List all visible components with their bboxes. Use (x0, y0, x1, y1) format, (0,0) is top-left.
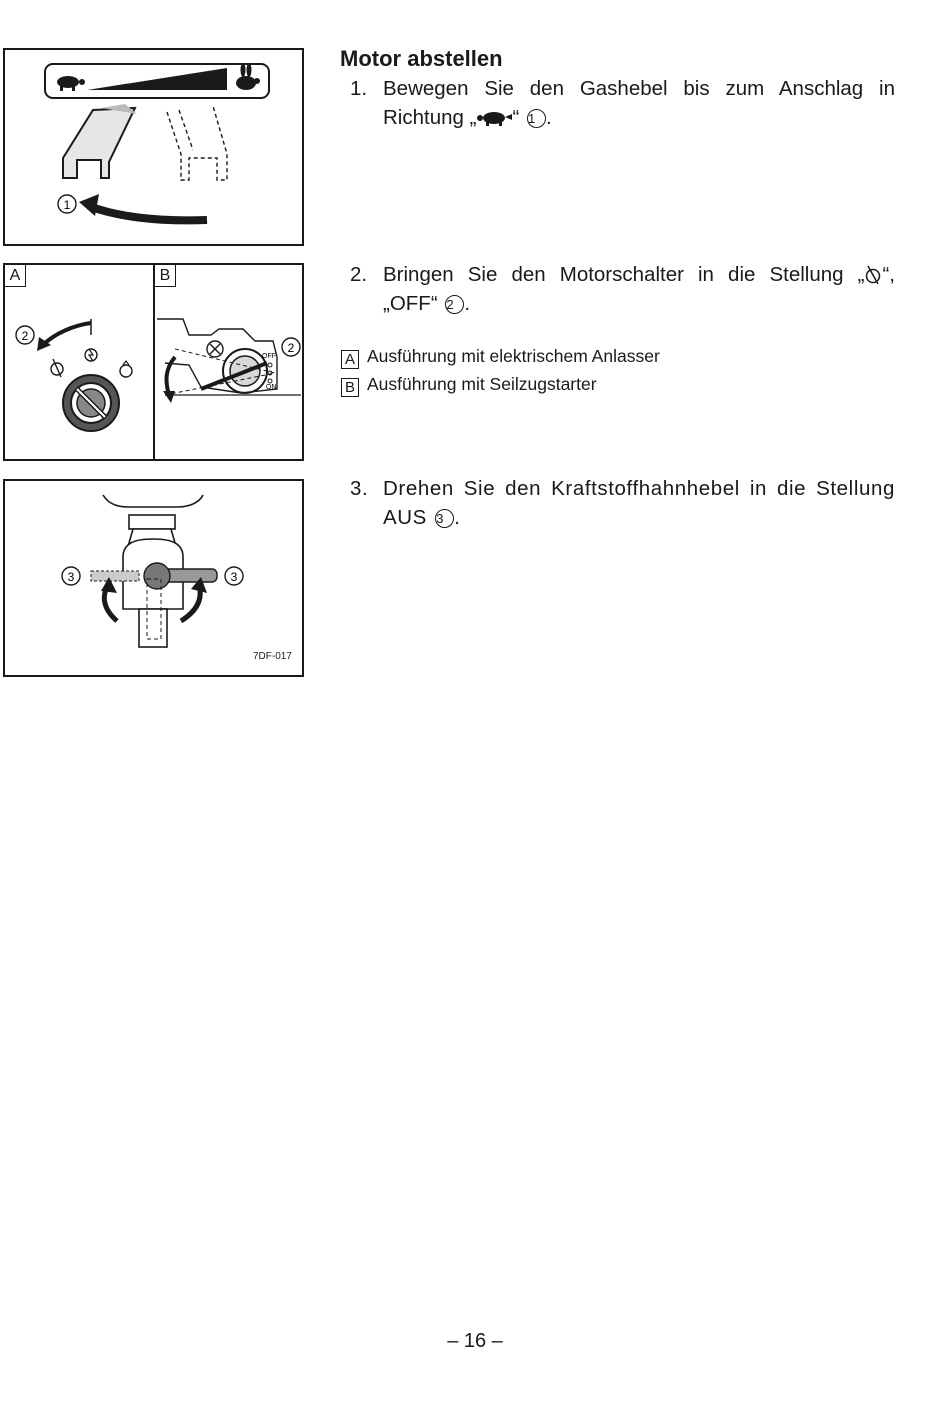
step-1 (350, 74, 895, 132)
turtle-icon (57, 76, 85, 91)
on-label: ON (266, 384, 277, 391)
note-a (341, 345, 660, 369)
note-text-b: Ausführung mit Seilzugstarter (367, 374, 597, 394)
step-text-b: “, „OFF“ (383, 263, 895, 315)
step-3 (350, 474, 895, 532)
callout-1: 1 (63, 198, 71, 212)
callout-3a: 3 (67, 570, 75, 584)
callout-3b: 3 (230, 570, 238, 584)
step-number: 1. (350, 77, 368, 100)
fuel-cock-illustration (5, 481, 304, 677)
throttle-illustration (5, 50, 304, 246)
step-text-b: “ (512, 106, 525, 129)
note-text-a: Ausführung mit elektrischem Anlasser (367, 346, 660, 366)
rabbit-icon (236, 63, 260, 90)
off-label: OFF (262, 353, 276, 360)
turtle-icon (476, 110, 512, 126)
step-end: . (464, 292, 471, 315)
key-switch (63, 375, 119, 431)
figure-throttle-lever (3, 48, 304, 246)
panel-label-a: A (5, 265, 26, 287)
note-key-b: B (341, 378, 359, 397)
run-symbol-icon (85, 349, 97, 361)
reference-marker-2: 2 (445, 295, 464, 314)
step-text: Drehen Sie den Kraftstoffhahnhebel in die Stellung AUS (383, 477, 895, 529)
engine-switch-illustration (5, 265, 304, 461)
step-2 (350, 260, 895, 318)
stop-symbol-icon (864, 264, 882, 284)
panel-label-b: B (155, 265, 176, 287)
step-number: 2. (350, 263, 368, 286)
step-end: . (454, 506, 461, 529)
step-text: Bringen Sie den Motorschalter in die Stellung „ (383, 263, 865, 286)
off-symbol-icon (51, 359, 63, 377)
step-text: Bewegen Sie den Gashebel bis zum Anschlag in Richtung „ (383, 77, 895, 129)
page-number: – 16 – (447, 1330, 503, 1352)
step-number: 3. (350, 477, 369, 500)
note-b (341, 373, 597, 397)
section-title: Motor abstellen (340, 46, 503, 71)
note-key-a: A (341, 350, 359, 369)
reference-marker-3: 3 (435, 509, 454, 528)
reference-marker-1: 1 (527, 109, 546, 128)
figure-code: 7DF-017 (253, 651, 292, 662)
callout-2b: 2 (287, 341, 295, 355)
start-symbol-icon (120, 361, 132, 377)
figure-engine-switch (3, 263, 304, 461)
figure-fuel-cock (3, 479, 304, 677)
callout-2a: 2 (21, 329, 29, 343)
step-end: . (545, 106, 552, 129)
